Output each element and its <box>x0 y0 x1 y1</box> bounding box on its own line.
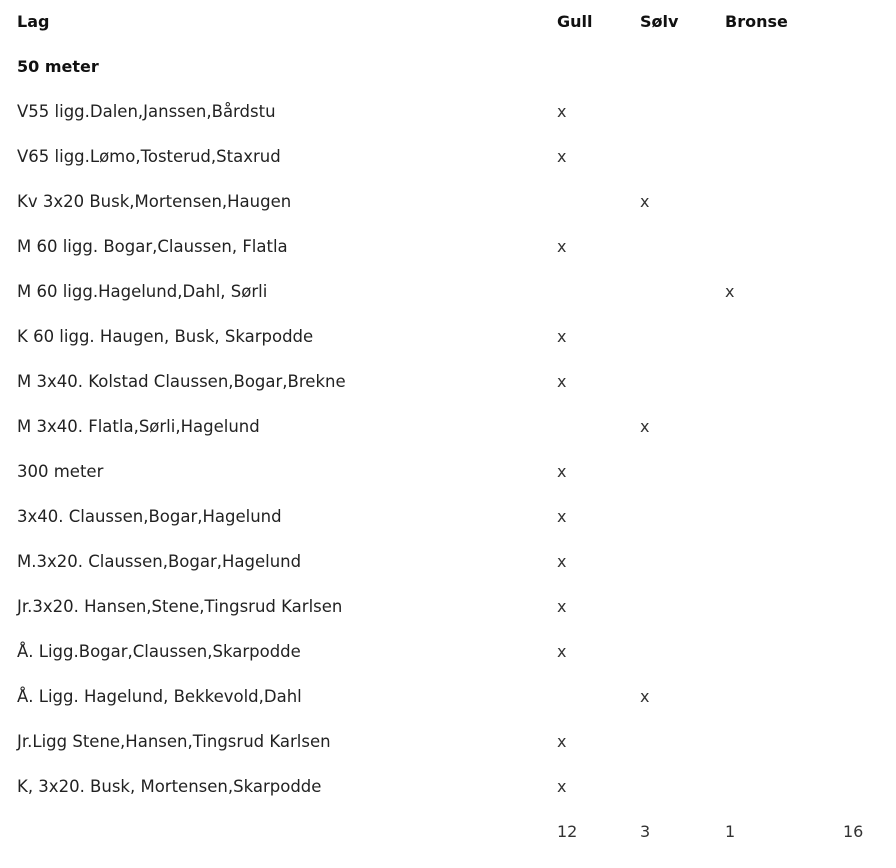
table-row <box>0 776 896 821</box>
gull-mark: x <box>557 777 567 796</box>
solv-mark: x <box>640 192 650 211</box>
team-name: V65 ligg.Lømo,Tosterud,Staxrud <box>17 147 281 166</box>
solv-mark: x <box>640 687 650 706</box>
table-row <box>0 641 896 686</box>
gull-mark: x <box>557 372 567 391</box>
team-name: M 60 ligg.Hagelund,Dahl, Sørli <box>17 282 268 301</box>
table-row <box>0 461 896 506</box>
header-bronse: Bronse <box>725 12 788 31</box>
gull-mark: x <box>557 147 567 166</box>
table-row <box>0 596 896 641</box>
table-row <box>0 551 896 596</box>
table-row <box>0 281 896 326</box>
table-row <box>0 101 896 146</box>
table-row <box>0 146 896 191</box>
table-row <box>0 416 896 461</box>
team-name: 3x40. Claussen,Bogar,Hagelund <box>17 507 282 526</box>
header-lag: Lag <box>17 12 50 31</box>
table-row <box>0 731 896 776</box>
total-gull: 12 <box>557 822 578 841</box>
table-row <box>0 506 896 551</box>
header-row <box>0 11 896 56</box>
gull-mark: x <box>557 732 567 751</box>
team-name: M.3x20. Claussen,Bogar,Hagelund <box>17 552 302 571</box>
table-row <box>0 371 896 416</box>
total-solv: 3 <box>640 822 651 841</box>
team-name: M 3x40. Flatla,Sørli,Hagelund <box>17 417 260 436</box>
team-name: K 60 ligg. Haugen, Busk, Skarpodde <box>17 327 314 346</box>
table-row <box>0 686 896 731</box>
total-all: 16 <box>843 822 864 841</box>
solv-mark: x <box>640 417 650 436</box>
gull-mark: x <box>557 327 567 346</box>
totals-row <box>0 821 896 866</box>
team-name: M 60 ligg. Bogar,Claussen, Flatla <box>17 237 288 256</box>
team-name: Kv 3x20 Busk,Mortensen,Haugen <box>17 192 292 211</box>
team-name: V55 ligg.Dalen,Janssen,Bårdstu <box>17 102 276 121</box>
gull-mark: x <box>557 597 567 616</box>
team-name: Å. Ligg.Bogar,Claussen,Skarpodde <box>17 642 301 661</box>
team-name: 300 meter <box>17 462 104 481</box>
team-name: Jr.3x20. Hansen,Stene,Tingsrud Karlsen <box>17 597 343 616</box>
total-bronse: 1 <box>725 822 736 841</box>
gull-mark: x <box>557 237 567 256</box>
team-name: K, 3x20. Busk, Mortensen,Skarpodde <box>17 777 322 796</box>
table-row <box>0 191 896 236</box>
header-solv: Sølv <box>640 12 679 31</box>
team-name: M 3x40. Kolstad Claussen,Bogar,Brekne <box>17 372 346 391</box>
bronse-mark: x <box>725 282 735 301</box>
header-gull: Gull <box>557 12 593 31</box>
section-title: 50 meter <box>17 57 99 76</box>
team-name: Jr.Ligg Stene,Hansen,Tingsrud Karlsen <box>17 732 331 751</box>
table-row <box>0 236 896 281</box>
gull-mark: x <box>557 552 567 571</box>
section-row <box>0 56 896 101</box>
gull-mark: x <box>557 507 567 526</box>
table-row <box>0 326 896 371</box>
gull-mark: x <box>557 642 567 661</box>
team-name: Å. Ligg. Hagelund, Bekkevold,Dahl <box>17 687 302 706</box>
gull-mark: x <box>557 462 567 481</box>
gull-mark: x <box>557 102 567 121</box>
